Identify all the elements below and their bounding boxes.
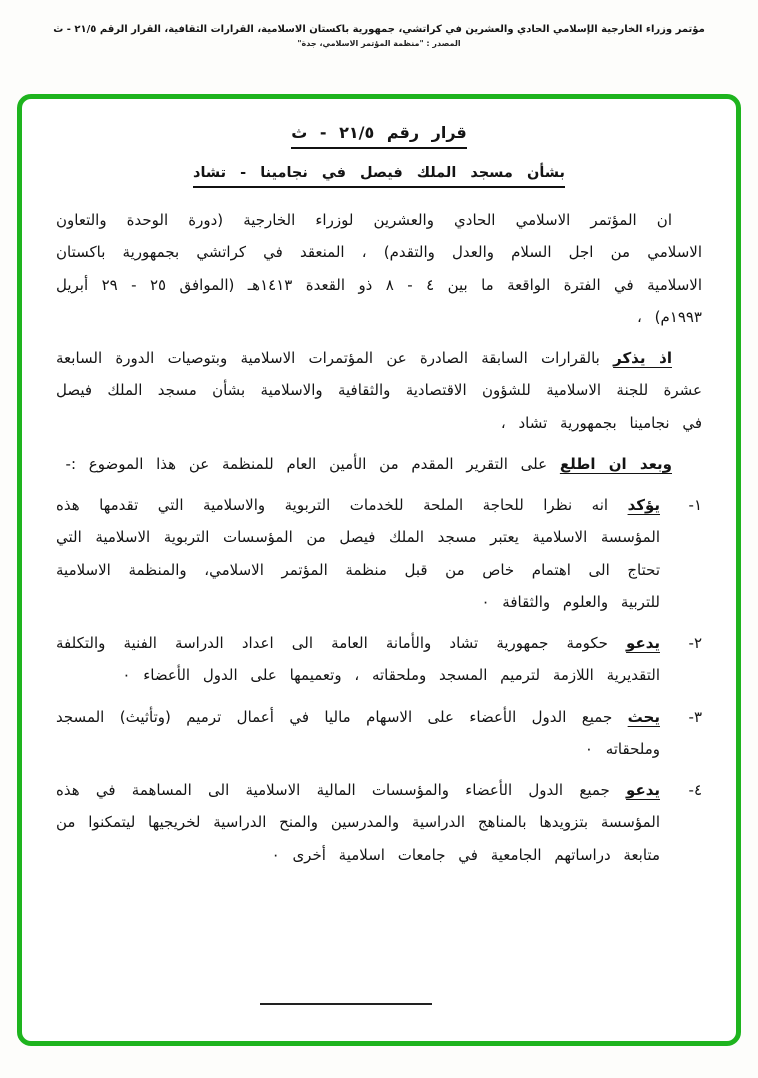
operative-item-2 — [56, 627, 702, 692]
item-lead: يؤكد — [627, 496, 660, 514]
recalling-paragraph — [56, 342, 702, 439]
title-row — [56, 123, 702, 149]
item-body-text: حكومة جمهورية تشاد والأمانة العامة الى اعداد الدراسة الفنية والتكلفة التقديرية اللازمة لترميم المسجد وملحقاته ، وتعميمها على الدول الأعضاء ٠ — [56, 634, 660, 685]
resolution-subject-title: بشأن مسجد الملك فيصل في نجامينا - تشاد — [193, 165, 565, 188]
item-number: ٤- — [688, 781, 702, 799]
paragraph-text: بالقرارات السابقة الصادرة عن المؤتمرات الاسلامية وبتوصيات الدورة السابعة عشرة للجنة الاسلامية للشؤون الاقتصادية والثقافية والاسلامية بشأن مسجد الملك فيصل في نجامينا بجمهورية تشاد ، — [56, 349, 702, 432]
report-review-paragraph — [56, 448, 702, 480]
item-body-text: انه نظرا للحاجة الملحة للخدمات التربوية والاسلامية التي تقدمها هذه المؤسسة الاسلامية يعتبر مسجد الملك فيصل من المؤسسات التربوية الاسلامية التي تحتاج الى اهتمام خاص من قبل منظمة المؤتمر الاسلامي، والمنظمة الاسلامية للتربية والعلوم والثقافة ٠ — [56, 496, 660, 611]
resolution-frame — [17, 94, 741, 1046]
item-body-text: جميع الدول الأعضاء على الاسهام ماليا في أعمال ترميم (وتأثيث) المسجد وملحقاته ٠ — [56, 707, 660, 758]
footer-separator-line — [260, 1003, 432, 1005]
preamble-paragraph — [56, 204, 702, 333]
paragraph-lead: وبعد ان اطلع — [559, 454, 672, 473]
header-title-line: مؤتمر وزراء الخارجية الإسلامي الحادي والعشرين في كراتشي، جمهورية باكستان الاسلامية، القرارات الثقافية، القرار الرقم ٢١/٥ - ث — [53, 24, 705, 35]
operative-items — [56, 489, 702, 871]
item-lead: يدعو — [626, 781, 660, 799]
resolution-number-title: قرار رقم ٢١/٥ - ث — [291, 123, 467, 149]
operative-item-1 — [56, 489, 702, 618]
item-number: ٢- — [688, 634, 702, 652]
item-number: ٣- — [688, 707, 702, 726]
item-text — [56, 774, 660, 871]
subtitle-row — [56, 162, 702, 188]
item-number: ١- — [688, 496, 702, 514]
item-lead: يحث — [627, 707, 660, 726]
paragraph-lead: اذ يذكر — [613, 349, 672, 367]
page-header — [0, 0, 758, 48]
item-lead: يدعو — [626, 634, 660, 652]
item-text — [56, 701, 660, 766]
item-body-text: جميع الدول الأعضاء والمؤسسات المالية الاسلامية الى المساهمة في هذه المؤسسة بتزويدها بالمناهج الدراسية والمدرسين والمنح الدراسية لخريجيها ليتمكنوا من متابعة دراساتهم الجامعية في جامعات اسلامية أخرى ٠ — [56, 781, 660, 864]
header-source-line: المصدر : "منظمة المؤتمر الاسلامي، جدة" — [297, 39, 461, 48]
paragraph-text: ان المؤتمر الاسلامي الحادي والعشرين لوزراء الخارجية (دورة الوحدة والتعاون الاسلامي من اجل السلام والعدل والتقدم) ، المنعقد في كراتشي بجمهورية باكستان الاسلامية في الفترة الواقعة ما بين ٤ - ٨ ذو القعدة ١٤١٣هـ (الموافق ٢٥ - ٢٩ أبريل ١٩٩٣م) ، — [56, 211, 702, 326]
operative-item-3 — [56, 701, 702, 766]
operative-item-4 — [56, 774, 702, 871]
paragraph-text: على التقرير المقدم من الأمين العام للمنظمة عن هذا الموضوع :- — [65, 454, 548, 473]
item-text — [56, 627, 660, 692]
item-text — [56, 489, 660, 618]
